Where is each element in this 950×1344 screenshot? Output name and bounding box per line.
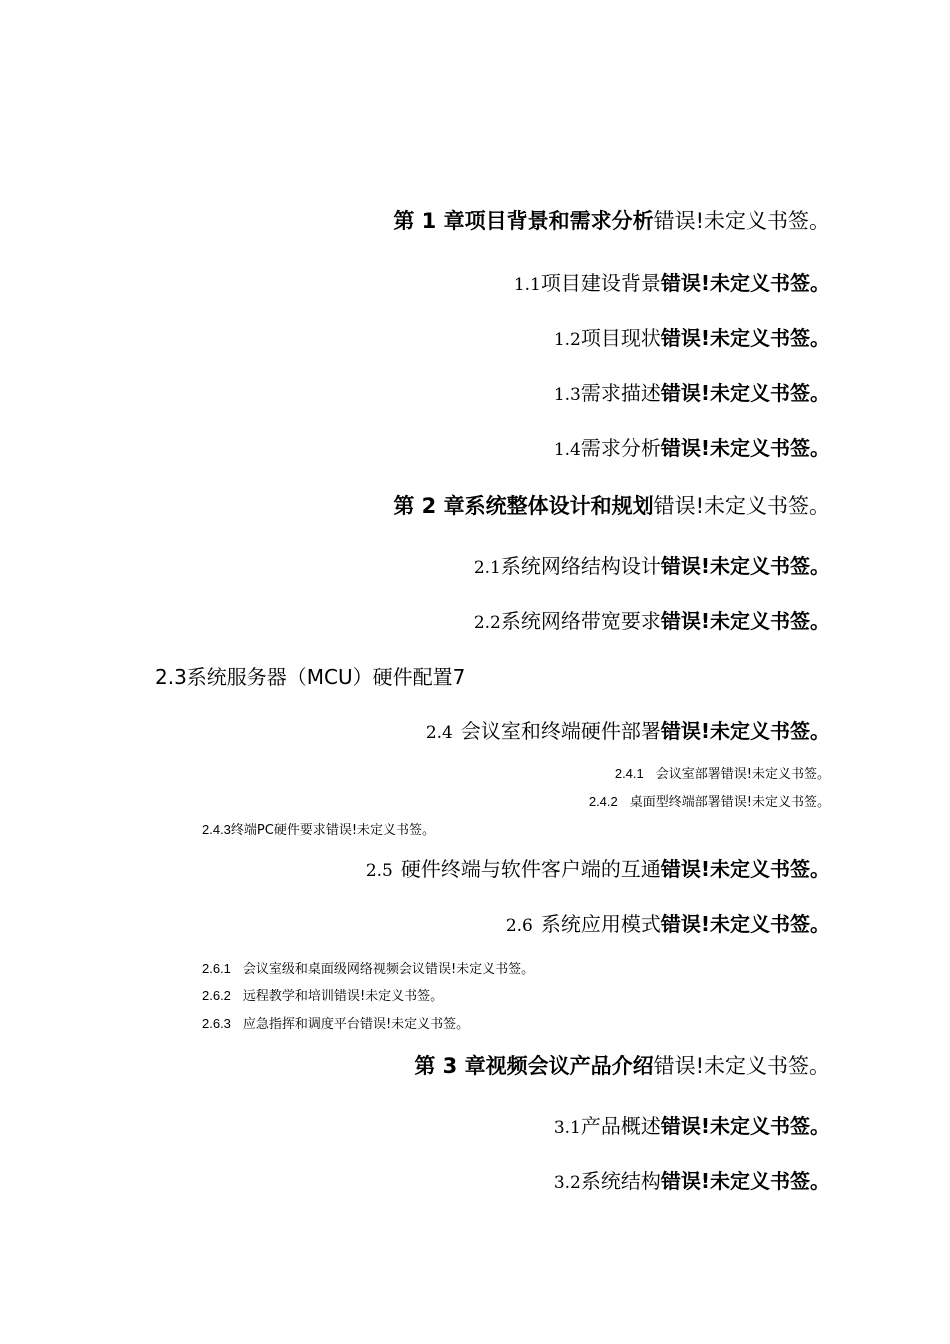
toc-entry-title: 系统网络带宽要求 [500,609,661,633]
toc-entry-number: 2.6.2 [202,988,231,1003]
toc-entry-title: 会议室部署 [655,767,721,782]
toc-entry-chapter-3[interactable] [414,1056,830,1077]
toc-entry-1-4[interactable] [554,438,830,459]
toc-entry-number: 2.4 [425,723,453,743]
toc-entry-title: 项目现状 [580,326,661,350]
toc-entry-title: 项目建设背景 [540,271,661,295]
toc-entry-1-1[interactable] [514,273,830,294]
toc-entry-2-6-1[interactable] [202,962,534,976]
toc-entry-page-error: 错误!未定义书签。 [660,381,830,405]
toc-chapter-label: 第 1 章 [393,209,465,233]
toc-entry-title: 系统整体设计和规划 [464,494,654,518]
toc-entry-page-error: 错误!未定义书签。 [660,1114,830,1138]
toc-entry-page-error: 错误!未定义书签。 [660,1169,830,1193]
toc-entry-title: 视频会议产品介绍 [485,1054,654,1078]
toc-entry-number: 1.1 [513,275,541,295]
toc-entry-3-1[interactable] [554,1116,830,1137]
toc-entry-number: 2.4.1 [614,766,644,781]
toc-entry-page-error: 错误!未定义书签。 [660,271,830,295]
toc-entry-number: 2.2 [473,613,501,633]
toc-entry-page-error: 错误!未定义书签。 [720,795,830,810]
toc-entry-2-4[interactable] [426,721,830,742]
toc-entry-title: 需求分析 [580,436,661,460]
toc-entry-number: 1.3 [553,385,581,405]
toc-entry-number: 2.6.1 [202,961,231,976]
toc-entry-2-2[interactable] [474,611,830,632]
toc-entry-2-6[interactable] [506,914,830,935]
toc-entry-page-error: 错误!未定义书签。 [660,609,830,633]
toc-entry-number: 3.1 [553,1118,581,1138]
toc-entry-2-3[interactable] [155,667,465,687]
toc-entry-number: 3.2 [553,1173,581,1193]
toc-entry-page-error: 错误!未定义书签。 [660,719,830,743]
toc-entry-page-error: 错误!未定义书签。 [660,857,830,881]
toc-entry-page-error: 错误!未定义书签。 [660,554,830,578]
toc-entry-2-6-2[interactable] [202,989,443,1003]
toc-entry-2-1[interactable] [474,556,830,577]
toc-entry-title: 系统网络结构设计 [500,554,661,578]
toc-entry-page-error: 错误!未定义书签。 [333,989,444,1004]
toc-entry-page-error: 错误!未定义书签。 [653,1054,830,1078]
toc-entry-page-error: 错误!未定义书签。 [653,494,830,518]
toc-entry-chapter-1[interactable] [393,211,830,232]
toc-entry-1-3[interactable] [554,383,830,404]
toc-entry-title: 桌面型终端部署 [629,795,721,810]
toc-entry-title: 应急指挥和调度平台 [242,1017,360,1032]
toc-entry-number: 2.6 [505,916,533,936]
toc-entry-page-error: 错误!未定义书签。 [325,823,436,838]
toc-entry-page-error: 错误!未定义书签。 [359,1017,470,1032]
toc-entry-2-4-1[interactable] [615,767,830,781]
toc-entry-page-error: 错误!未定义书签。 [660,912,830,936]
toc-entry-2-4-3[interactable] [202,823,435,837]
toc-entry-title: 会议室级和桌面级网络视频会议 [242,962,425,977]
toc-entry-number: 2.6.3 [202,1016,231,1031]
toc-entry-2-4-2[interactable] [589,795,830,809]
toc-entry-page-error: 错误!未定义书签。 [720,767,830,782]
toc-entry-3-2[interactable] [554,1171,830,1192]
toc-entry-text: 2.3系统服务器（MCU）硬件配置7 [155,665,466,689]
toc-chapter-label: 第 2 章 [393,494,465,518]
toc-entry-number: 1.4 [553,440,581,460]
toc-entry-title: 项目背景和需求分析 [464,209,654,233]
toc-entry-number: 2.1 [473,558,501,578]
toc-entry-title: 产品概述 [580,1114,661,1138]
toc-entry-chapter-2[interactable] [393,496,830,517]
toc-entry-2-5[interactable] [366,859,830,880]
toc-entry-page-error: 错误!未定义书签。 [424,962,535,977]
toc-entry-page-error: 错误!未定义书签。 [660,326,830,350]
toc-entry-title: 需求描述 [580,381,661,405]
toc-chapter-label: 第 3 章 [414,1054,486,1078]
toc-entry-page-error: 错误!未定义书签。 [653,209,830,233]
toc-entry-number: 2.5 [365,861,393,881]
toc-entry-title: 终端PC硬件要求 [230,823,326,838]
toc-entry-number: 1.2 [553,330,581,350]
toc-entry-2-6-3[interactable] [202,1017,469,1031]
toc-entry-title: 硬件终端与软件客户端的互通 [400,857,661,881]
toc-entry-title: 系统结构 [580,1169,661,1193]
toc-entry-page-error: 错误!未定义书签。 [660,436,830,460]
toc-entry-title: 系统应用模式 [540,912,661,936]
toc-entry-number: 2.4.2 [588,794,618,809]
toc-entry-title: 会议室和终端硬件部署 [460,719,661,743]
toc-entry-title: 远程教学和培训 [242,989,334,1004]
toc-entry-1-2[interactable] [554,328,830,349]
toc-entry-number: 2.4.3 [202,822,231,837]
